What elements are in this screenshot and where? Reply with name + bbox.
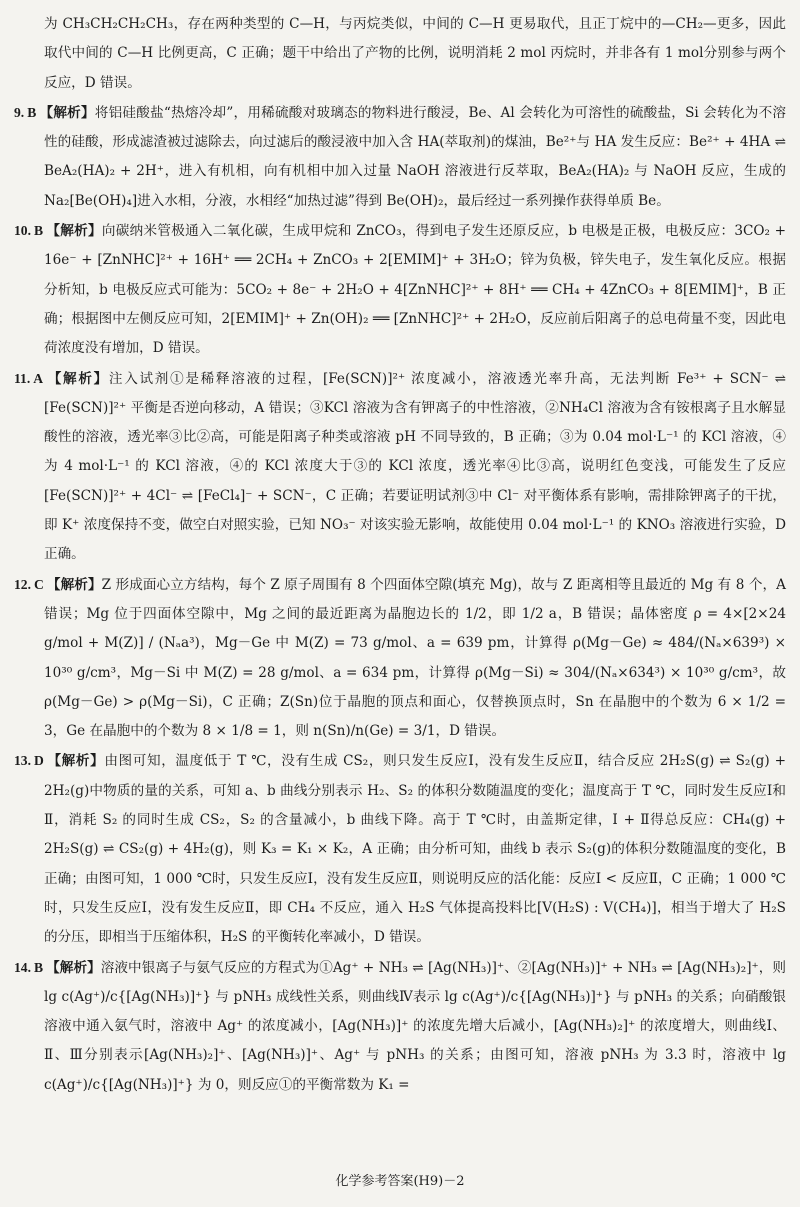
analysis-tag: 【解析】 xyxy=(39,104,95,121)
carryover-paragraph: 为 CH₃CH₂CH₂CH₃，存在两种类型的 C—H，与丙烷类似，中间的 C—H 更易取代，且正丁烷中的—CH₂—更多，因此取代中间的 C—H 比例更高，C 正确；题干中给出了产物的比例，说明消耗 2 mol 丙烷时，并非各有 1 mol分别参与两个反应，D 错误。 xyxy=(44,16,786,91)
answer-letter: A xyxy=(33,370,44,386)
answer-item-14 xyxy=(14,953,786,1100)
analysis-text: 溶液中银离子与氨气反应的方程式为①Ag⁺ + NH₃ ⇌ [Ag(NH₃)]⁺、②[Ag(NH₃)]⁺ + NH₃ ⇌ [Ag(NH₃)₂]⁺，则 lg c(Ag⁺)/c{[Ag(NH₃)]⁺} 与 pNH₃ 成线性关系，则曲线Ⅳ表示 lg c(Ag⁺)/c{[Ag(NH₃)]⁺} 与 pNH₃ 的关系；向硝酸银溶液中通入氨气时，溶液中 Ag⁺ 的浓度减小，[Ag(NH₃)]⁺ 的浓度先增大后减小，[Ag(NH₃)₂]⁺ 的浓度增大，则曲线Ⅰ、Ⅱ、Ⅲ分别表示[Ag(NH₃)₂]⁺、[Ag(NH₃)]⁺、Ag⁺ 与 pNH₃ 的关系；由图可知，溶液 pNH₃ 为 3.3 时，溶液中 lg c(Ag⁺)/c{[Ag(NH₃)]⁺} 为 0，则反应①的平衡常数为 K₁ = xyxy=(44,959,786,1093)
answer-letter: B xyxy=(34,223,44,239)
item-number: 11. xyxy=(14,370,31,386)
analysis-text: 注入试剂①是稀释溶液的过程，[Fe(SCN)]²⁺ 浓度减小，溶液透光率升高，无法判断 Fe³⁺ + SCN⁻ ⇌ [Fe(SCN)]²⁺ 平衡是否逆向移动，A 错误；③KCl 溶液为含有钾离子的中性溶液，②NH₄Cl 溶液为含有铵根离子且水解显酸性的溶液，透光率③比②高，可能是阳离子种类或溶液 pH 不同导致的，B 正确；③为 0.04 mol·L⁻¹ 的 KCl 溶液，④为 4 mol·L⁻¹ 的 KCl 溶液，④的 KCl 浓度大于③的 KCl 浓度，透光率④比③高，说明红色变浅，可能发生了反应 [Fe(SCN)]²⁺ + 4Cl⁻ ⇌ [FeCl₄]⁻ + SCN⁻，C 正确；若要证明试剂③中 Cl⁻ 对平衡体系有影响，需排除钾离子的干扰，即 K⁺ 浓度保持不变，做空白对照实验，已知 NO₃⁻ 对该实验无影响，故能使用 0.04 mol·L⁻¹ 的 KNO₃ 溶液进行实验，D 正确。 xyxy=(44,370,786,563)
answer-item-11 xyxy=(14,364,786,570)
item-number: 13. xyxy=(14,753,31,769)
item-number: 12. xyxy=(14,576,31,592)
answer-letter: C xyxy=(34,576,44,592)
answer-page xyxy=(14,10,786,1100)
page-footer: 化学参考答案(H9)－2 xyxy=(335,1174,465,1189)
analysis-tag: 【解析】 xyxy=(46,223,102,240)
analysis-text: Z 形成面心立方结构，每个 Z 原子周围有 8 个四面体空隙(填充 Mg)，故与 Z 距离相等且最近的 Mg 有 8 个，A 错误；Mg 位于四面体空隙中，Mg 之间的最近距离为晶胞边长的 1/2，即 1/2 a，B 错误；晶体密度 ρ = 4×[2×24 g/mol + M(Z)] / (Nₐa³)，Mg－Ge 中 M(Z) = 73 g/mol、a = 639 pm，计算得 ρ(Mg－Ge) ≈ 484/(Nₐ×639³) × 10³⁰ g/cm³，Mg－Si 中 M(Z) = 28 g/mol、a = 634 pm，计算得 ρ(Mg－Si) ≈ 304/(Nₐ×634³) × 10³⁰ g/cm³，故 ρ(Mg－Ge) > ρ(Mg－Si)，C 正确；Z(Sn)位于晶胞的顶点和面心，仅替换顶点时，Sn 在晶胞中的个数为 6 × 1/2 = 3，Ge 在晶胞中的个数为 8 × 1/8 = 1，则 n(Sn)/n(Ge) = 3/1，D 错误。 xyxy=(44,576,787,740)
analysis-tag: 【解析】 xyxy=(46,576,102,593)
answer-letter: B xyxy=(34,959,44,975)
analysis-text: 向碳纳米管极通入二氧化碳，生成甲烷和 ZnCO₃，得到电子发生还原反应，b 电极是正极，电极反应：3CO₂ + 16e⁻ + [ZnNHC]²⁺ + 16H⁺ ══ 2CH₄ + ZnCO₃ + 2[EMIM]⁺ + 3H₂O；锌为负极，锌失电子，发生氧化反应。根据分析知，b 电极反应式可能为：5CO₂ + 8e⁻ + 2H₂O + 4[ZnNHC]²⁺ + 8H⁺ ══ CH₄ + 4ZnCO₃ + 8[EMIM]⁺，B 正确；根据图中左侧反应可知，2[EMIM]⁺ + Zn(OH)₂ ══ [ZnNHC]²⁺ + 2H₂O，反应前后阳离子的总电荷量不变，因此电荷浓度没有增加，D 错误。 xyxy=(44,223,786,357)
analysis-tag: 【解析】 xyxy=(46,959,101,976)
analysis-text: 将铝硅酸盐“热熔冷却”，用稀硫酸对玻璃态的物料进行酸浸，Be、Al 会转化为可溶性的硫酸盐，Si 会转化为不溶性的硅酸，形成滤渣被过滤除去，向过滤后的酸浸液中加入含 HA(萃取剂)的煤油，Be²⁺与 HA 发生反应：Be²⁺ + 4HA ⇌ BeA₂(HA)₂ + 2H⁺，进入有机相，向有机相中加入过量 NaOH 溶液进行反萃取，BeA₂(HA)₂ 与 NaOH 反应，生成的 Na₂[Be(OH)₄]进入水相，分液，水相经“加热过滤”得到 Be(OH)₂，最后经过一系列操作获得单质 Be。 xyxy=(44,104,786,209)
item-number: 14. xyxy=(14,959,31,975)
answer-item-13 xyxy=(14,746,786,952)
analysis-tag: 【解析】 xyxy=(46,370,109,387)
answer-letter: B xyxy=(27,104,37,120)
item-number: 10. xyxy=(14,223,31,239)
analysis-text: 由图可知，温度低于 T ℃，没有生成 CS₂，则只发生反应Ⅰ，没有发生反应Ⅱ，结合反应 2H₂S(g) ⇌ S₂(g) + 2H₂(g)中物质的量的关系，可知 a、b 曲线分别表示 H₂、S₂ 的体积分数随温度的变化；温度高于 T ℃，同时发生反应Ⅰ和Ⅱ，消耗 S₂ 的同时生成 CS₂，S₂ 的含量减小，b 曲线下降。高于 T ℃时，由盖斯定律，Ⅰ + Ⅱ得总反应：CH₄(g) + 2H₂S(g) ⇌ CS₂(g) + 4H₂(g)，则 K₃ = K₁ × K₂，A 正确；由分析可知，曲线 b 表示 S₂(g)的体积分数随温度的变化，B 正确；由图可知，1 000 ℃时，只发生反应Ⅰ，没有发生反应Ⅱ，则说明反应的活化能：反应Ⅰ < 反应Ⅱ，C 正确；1 000 ℃时，只发生反应Ⅰ，没有发生反应Ⅱ，即 CH₄ 不反应，通入 H₂S 气体提高投料比[V(H₂S) : V(CH₄)]，相当于增大了 H₂S 的分压，即相当于压缩体积，H₂S 的平衡转化率减小，D 错误。 xyxy=(44,753,787,946)
answer-item-12 xyxy=(14,570,786,747)
answer-letter: D xyxy=(34,753,44,769)
analysis-tag: 【解析】 xyxy=(46,753,105,770)
item-number: 9. xyxy=(14,104,25,120)
answer-item-10 xyxy=(14,216,786,363)
answer-item-9 xyxy=(14,98,786,216)
